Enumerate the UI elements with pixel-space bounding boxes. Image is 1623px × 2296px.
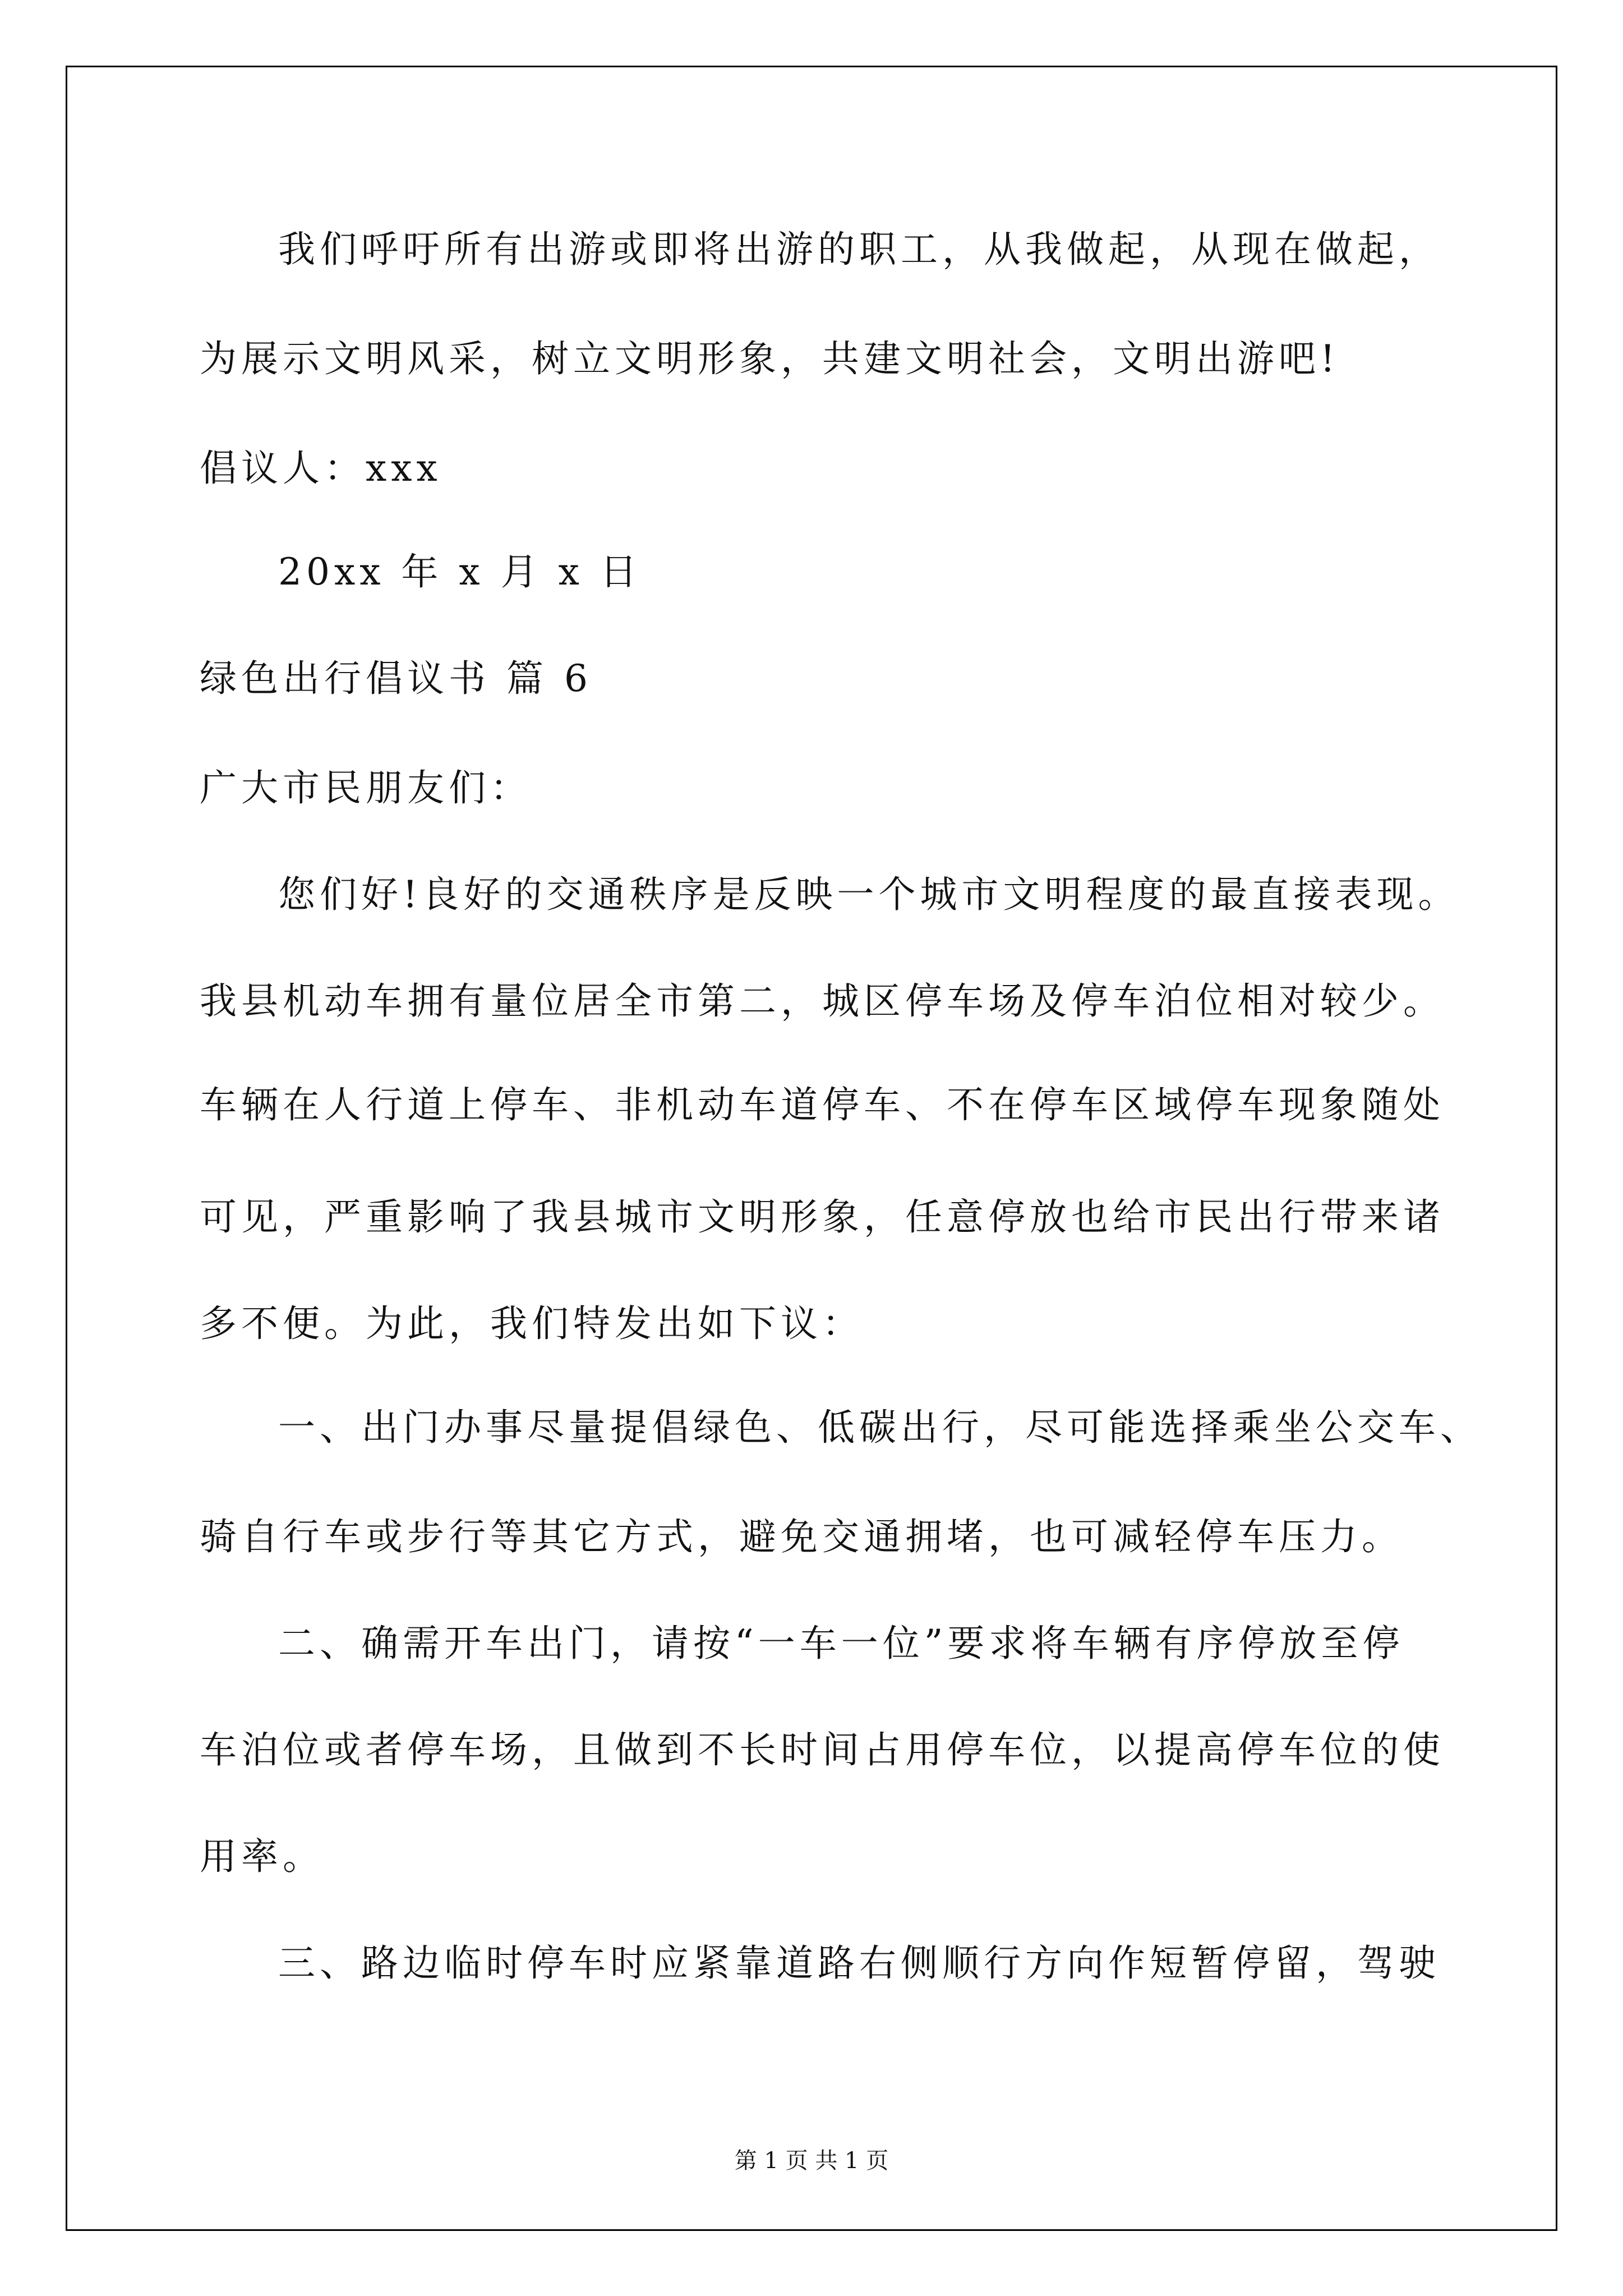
salutation: 广大市民朋友们：: [200, 766, 532, 809]
paragraph-line: 车泊位或者停车场，且做到不长时间占用停车位，以提高停车位的使: [200, 1728, 1445, 1772]
paragraph-line: 用率。: [200, 1835, 324, 1878]
paragraph-line: 一、出门办事尽量提倡绿色、低碳出行，尽可能选择乘坐公交车、: [278, 1406, 1482, 1449]
paragraph-line: 可见，严重影响了我县城市文明形象，任意停放也给市民出行带来诸: [200, 1195, 1445, 1239]
paragraph-line: 二、确需开车出门，请按“一车一位”要求将车辆有序停放至停: [278, 1622, 1404, 1665]
paragraph-line: 为展示文明风采，树立文明形象，共建文明社会，文明出游吧!: [200, 337, 1340, 380]
page-border: [66, 66, 1557, 2231]
signatory-line: 倡议人：xxx: [200, 447, 442, 490]
paragraph-line: 我县机动车拥有量位居全市第二，城区停车场及停车泊位相对较少。: [200, 979, 1445, 1023]
section-title: 绿色出行倡议书 篇 6: [200, 657, 592, 700]
paragraph-line: 三、路边临时停车时应紧靠道路右侧顺行方向作短暂停留，驾驶: [278, 1941, 1440, 1985]
paragraph-line: 车辆在人行道上停车、非机动车道停车、不在停车区域停车现象随处: [200, 1083, 1445, 1126]
paragraph-line: 骑自行车或步行等其它方式，避免交通拥堵，也可减轻停车压力。: [200, 1515, 1403, 1558]
paragraph-line: 我们呼吁所有出游或即将出游的职工，从我做起，从现在做起，: [278, 228, 1440, 271]
page-footer: 第 1 页 共 1 页: [734, 2148, 889, 2174]
paragraph-line: 您们好!良好的交通秩序是反映一个城市文明程度的最直接表现。: [278, 873, 1460, 916]
paragraph-line: 多不便。为此，我们特发出如下议：: [200, 1302, 864, 1345]
date-line: 20xx 年 x 月 x 日: [278, 550, 642, 593]
